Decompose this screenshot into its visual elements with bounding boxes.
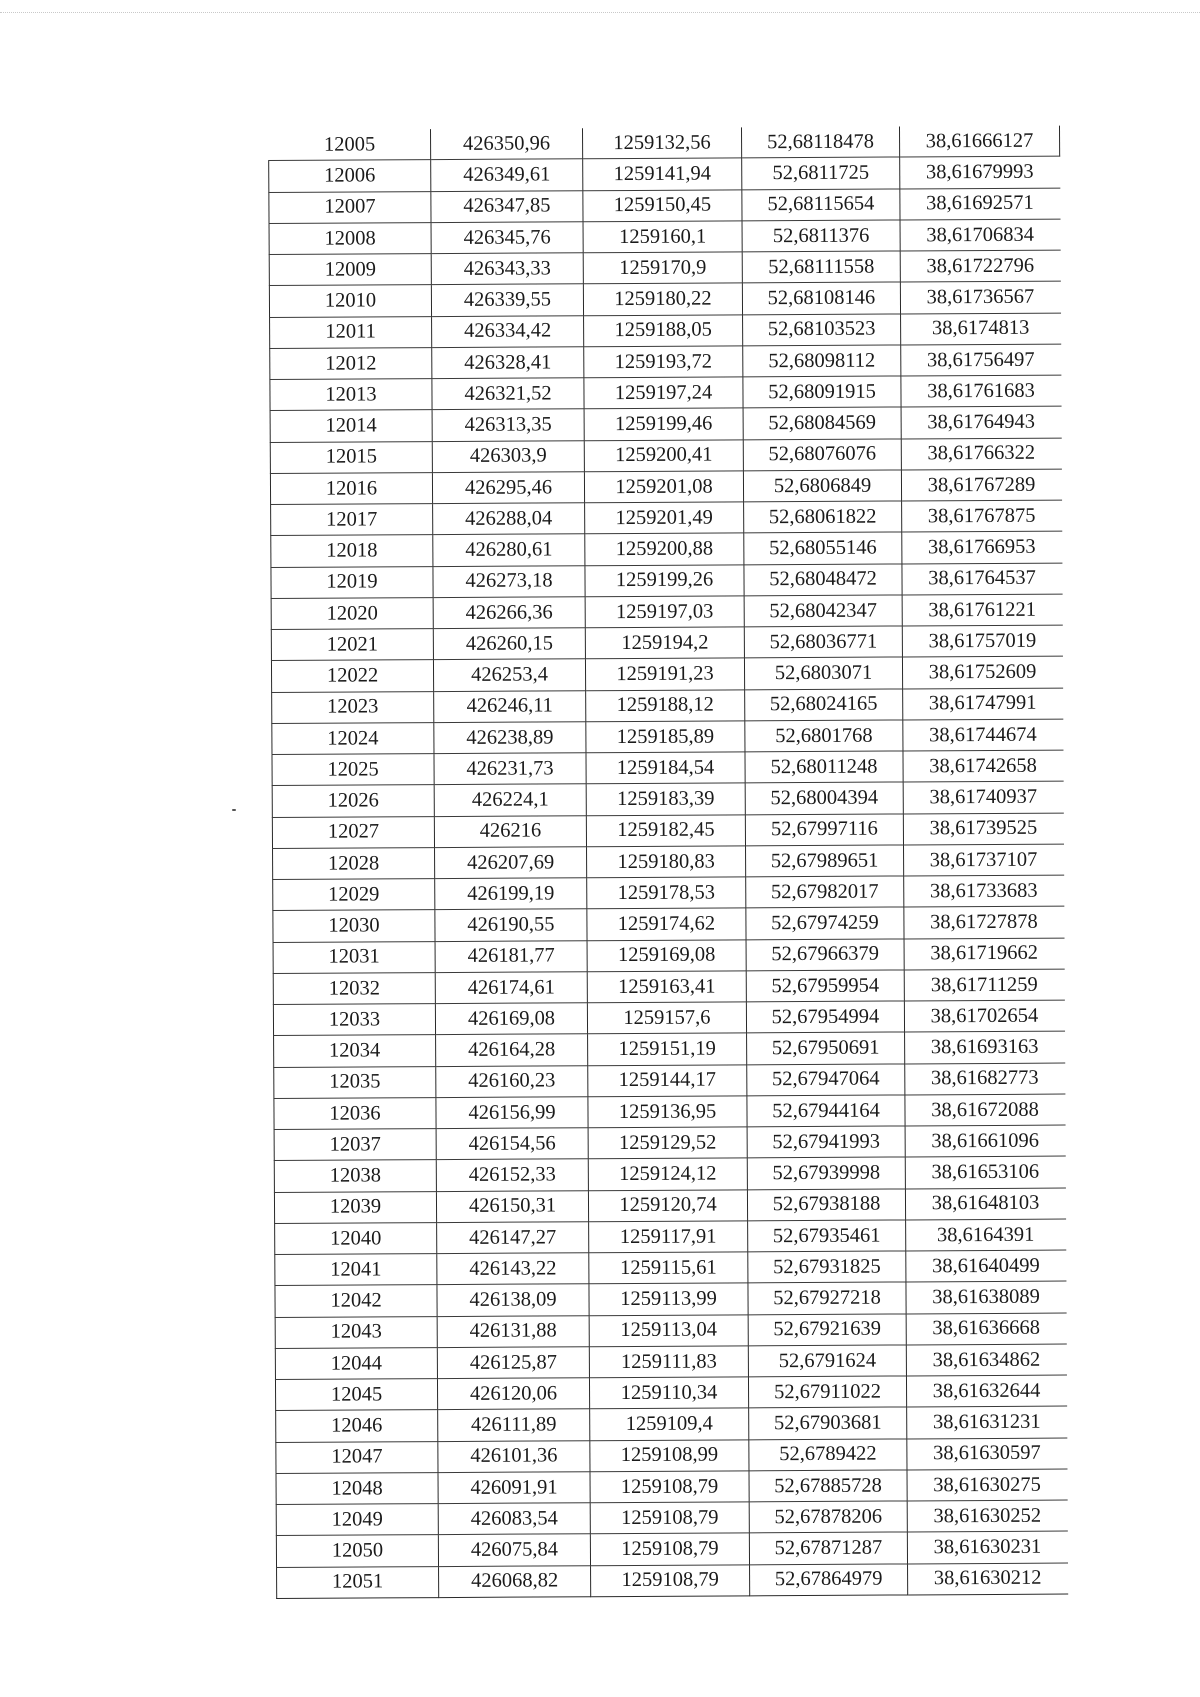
point-number-cell: 12012 bbox=[270, 347, 432, 379]
y-coordinate-cell: 1259117,91 bbox=[589, 1221, 748, 1253]
y-coordinate-cell: 1259170,9 bbox=[583, 252, 742, 284]
x-coordinate-cell: 426083,54 bbox=[438, 1503, 590, 1535]
latitude-cell: 52,68042347 bbox=[744, 595, 902, 627]
x-coordinate-cell: 426313,35 bbox=[432, 409, 584, 441]
point-number-cell: 12021 bbox=[271, 629, 433, 661]
latitude-cell: 52,67954994 bbox=[746, 1001, 904, 1033]
table-row bbox=[275, 1344, 1066, 1380]
latitude-cell: 52,67871287 bbox=[749, 1532, 907, 1564]
x-coordinate-cell: 426190,55 bbox=[435, 909, 587, 941]
table-row bbox=[271, 656, 1062, 692]
table-row bbox=[269, 219, 1060, 255]
longitude-cell: 38,61692571 bbox=[900, 188, 1060, 220]
table-row bbox=[271, 625, 1062, 661]
point-number-cell: 12011 bbox=[270, 316, 432, 348]
table-row bbox=[272, 688, 1063, 724]
x-coordinate-cell: 426303,9 bbox=[432, 440, 584, 472]
point-number-cell: 12031 bbox=[273, 941, 435, 973]
longitude-cell: 38,61736567 bbox=[900, 281, 1060, 313]
longitude-cell: 38,61733683 bbox=[904, 875, 1064, 907]
longitude-cell: 38,6164391 bbox=[906, 1219, 1066, 1251]
y-coordinate-cell: 1259163,41 bbox=[587, 971, 746, 1003]
point-number-cell: 12035 bbox=[274, 1066, 436, 1098]
latitude-cell: 52,67911022 bbox=[748, 1376, 906, 1408]
table-row bbox=[269, 188, 1060, 224]
x-coordinate-cell: 426253,4 bbox=[433, 659, 585, 691]
y-coordinate-cell: 1259199,26 bbox=[585, 564, 744, 596]
latitude-cell: 52,67864979 bbox=[750, 1563, 908, 1595]
longitude-cell: 38,61706834 bbox=[900, 219, 1060, 251]
y-coordinate-cell: 1259200,88 bbox=[585, 533, 744, 565]
y-coordinate-cell: 1259136,95 bbox=[588, 1096, 747, 1128]
longitude-cell: 38,6174813 bbox=[901, 313, 1061, 345]
point-number-cell: 12015 bbox=[270, 441, 432, 473]
point-number-cell: 12007 bbox=[269, 191, 431, 223]
y-coordinate-cell: 1259157,6 bbox=[587, 1002, 746, 1034]
coordinates-table-body bbox=[269, 126, 1068, 1599]
point-number-cell: 12023 bbox=[272, 691, 434, 723]
point-number-cell: 12050 bbox=[276, 1535, 438, 1567]
y-coordinate-cell: 1259199,46 bbox=[584, 408, 743, 440]
point-number-cell: 12005 bbox=[269, 129, 431, 161]
point-number-cell: 12030 bbox=[273, 910, 435, 942]
point-number-cell: 12037 bbox=[274, 1129, 436, 1161]
point-number-cell: 12025 bbox=[272, 754, 434, 786]
table-row bbox=[269, 126, 1060, 161]
longitude-cell: 38,61630212 bbox=[908, 1563, 1068, 1595]
point-number-cell: 12020 bbox=[271, 597, 433, 629]
x-coordinate-cell: 426266,36 bbox=[433, 596, 585, 628]
latitude-cell: 52,67931825 bbox=[748, 1251, 906, 1283]
table-row bbox=[271, 594, 1062, 630]
latitude-cell: 52,67885728 bbox=[749, 1470, 907, 1502]
point-number-cell: 12013 bbox=[270, 379, 432, 411]
y-coordinate-cell: 1259110,34 bbox=[589, 1377, 748, 1409]
y-coordinate-cell: 1259108,79 bbox=[590, 1533, 749, 1565]
y-coordinate-cell: 1259120,74 bbox=[588, 1189, 747, 1221]
table-row bbox=[274, 1125, 1065, 1161]
longitude-cell: 38,61766953 bbox=[902, 531, 1062, 563]
point-number-cell: 12009 bbox=[269, 254, 431, 286]
longitude-cell: 38,61761221 bbox=[902, 594, 1062, 626]
y-coordinate-cell: 1259191,23 bbox=[585, 658, 744, 690]
x-coordinate-cell: 426143,22 bbox=[437, 1253, 589, 1285]
longitude-cell: 38,61653106 bbox=[905, 1156, 1065, 1188]
latitude-cell: 52,68115654 bbox=[742, 188, 900, 220]
y-coordinate-cell: 1259144,17 bbox=[588, 1064, 747, 1096]
longitude-cell: 38,61766322 bbox=[901, 438, 1061, 470]
x-coordinate-cell: 426288,04 bbox=[433, 503, 585, 535]
latitude-cell: 52,6811376 bbox=[742, 220, 900, 252]
y-coordinate-cell: 1259169,08 bbox=[587, 939, 746, 971]
y-coordinate-cell: 1259178,53 bbox=[587, 877, 746, 909]
latitude-cell: 52,67927218 bbox=[748, 1282, 906, 1314]
y-coordinate-cell: 1259193,72 bbox=[584, 346, 743, 378]
table-row bbox=[277, 1563, 1068, 1599]
longitude-cell: 38,61764943 bbox=[901, 406, 1061, 438]
table-row bbox=[270, 344, 1061, 380]
y-coordinate-cell: 1259111,83 bbox=[589, 1346, 748, 1378]
table-row bbox=[270, 313, 1061, 349]
y-coordinate-cell: 1259108,79 bbox=[590, 1502, 749, 1534]
longitude-cell: 38,61756497 bbox=[901, 344, 1061, 376]
latitude-cell: 52,68103523 bbox=[743, 313, 901, 345]
table-row bbox=[273, 1000, 1064, 1036]
longitude-cell: 38,61739525 bbox=[903, 813, 1063, 845]
y-coordinate-cell: 1259108,79 bbox=[591, 1564, 750, 1596]
x-coordinate-cell: 426280,61 bbox=[433, 534, 585, 566]
point-number-cell: 12051 bbox=[277, 1566, 439, 1598]
table-row bbox=[273, 844, 1064, 880]
point-number-cell: 12029 bbox=[273, 879, 435, 911]
y-coordinate-cell: 1259160,1 bbox=[583, 221, 742, 253]
table-row bbox=[276, 1500, 1067, 1536]
x-coordinate-cell: 426075,84 bbox=[438, 1534, 590, 1566]
longitude-cell: 38,61711259 bbox=[904, 969, 1064, 1001]
table-row bbox=[272, 719, 1063, 755]
latitude-cell: 52,68024165 bbox=[745, 688, 903, 720]
latitude-cell: 52,67938188 bbox=[747, 1188, 905, 1220]
latitude-cell: 52,6806849 bbox=[743, 470, 901, 502]
x-coordinate-cell: 426349,61 bbox=[431, 159, 583, 191]
point-number-cell: 12026 bbox=[272, 785, 434, 817]
table-row bbox=[270, 375, 1061, 411]
latitude-cell: 52,6801768 bbox=[745, 720, 903, 752]
longitude-cell: 38,61742658 bbox=[903, 750, 1063, 782]
longitude-cell: 38,61630231 bbox=[907, 1531, 1067, 1563]
y-coordinate-cell: 1259194,2 bbox=[585, 627, 744, 659]
y-coordinate-cell: 1259115,61 bbox=[589, 1252, 748, 1284]
point-number-cell: 12036 bbox=[274, 1097, 436, 1129]
latitude-cell: 52,68118478 bbox=[741, 126, 899, 158]
point-number-cell: 12006 bbox=[269, 160, 431, 192]
x-coordinate-cell: 426152,33 bbox=[436, 1159, 588, 1191]
longitude-cell: 38,61640499 bbox=[906, 1250, 1066, 1282]
point-number-cell: 12047 bbox=[276, 1441, 438, 1473]
y-coordinate-cell: 1259124,12 bbox=[588, 1158, 747, 1190]
y-coordinate-cell: 1259113,99 bbox=[589, 1283, 748, 1315]
latitude-cell: 52,68011248 bbox=[745, 751, 903, 783]
x-coordinate-cell: 426156,99 bbox=[436, 1096, 588, 1128]
latitude-cell: 52,67950691 bbox=[747, 1032, 905, 1064]
table-row bbox=[275, 1250, 1066, 1286]
longitude-cell: 38,61630252 bbox=[907, 1500, 1067, 1532]
table-row bbox=[270, 406, 1061, 442]
table-row bbox=[274, 1031, 1065, 1067]
y-coordinate-cell: 1259108,79 bbox=[590, 1471, 749, 1503]
x-coordinate-cell: 426345,76 bbox=[431, 221, 583, 253]
point-number-cell: 12033 bbox=[273, 1004, 435, 1036]
longitude-cell: 38,61722796 bbox=[900, 250, 1060, 282]
table-row bbox=[269, 156, 1060, 192]
longitude-cell: 38,61636668 bbox=[906, 1313, 1066, 1345]
latitude-cell: 52,67947064 bbox=[747, 1063, 905, 1095]
x-coordinate-cell: 426120,06 bbox=[437, 1378, 589, 1410]
table-row bbox=[275, 1219, 1066, 1255]
x-coordinate-cell: 426154,56 bbox=[436, 1128, 588, 1160]
longitude-cell: 38,61666127 bbox=[899, 126, 1059, 158]
longitude-cell: 38,61648103 bbox=[905, 1188, 1065, 1220]
y-coordinate-cell: 1259132,56 bbox=[582, 127, 741, 159]
latitude-cell: 52,67941993 bbox=[747, 1126, 905, 1158]
longitude-cell: 38,61693163 bbox=[905, 1031, 1065, 1063]
x-coordinate-cell: 426091,91 bbox=[438, 1471, 590, 1503]
latitude-cell: 52,68048472 bbox=[744, 563, 902, 595]
latitude-cell: 52,68111558 bbox=[742, 251, 900, 283]
y-coordinate-cell: 1259200,41 bbox=[584, 439, 743, 471]
point-number-cell: 12017 bbox=[271, 504, 433, 536]
latitude-cell: 52,68076076 bbox=[743, 438, 901, 470]
longitude-cell: 38,61682773 bbox=[905, 1063, 1065, 1095]
x-coordinate-cell: 426350,96 bbox=[430, 128, 582, 160]
latitude-cell: 52,68004394 bbox=[745, 782, 903, 814]
longitude-cell: 38,61661096 bbox=[905, 1125, 1065, 1157]
latitude-cell: 52,68036771 bbox=[744, 626, 902, 658]
point-number-cell: 12039 bbox=[274, 1191, 436, 1223]
longitude-cell: 38,61757019 bbox=[902, 625, 1062, 657]
point-number-cell: 12008 bbox=[269, 222, 431, 254]
table-row bbox=[275, 1313, 1066, 1349]
y-coordinate-cell: 1259201,08 bbox=[584, 471, 743, 503]
longitude-cell: 38,61744674 bbox=[903, 719, 1063, 751]
point-number-cell: 12044 bbox=[275, 1347, 437, 1379]
point-number-cell: 12041 bbox=[275, 1254, 437, 1286]
table-row bbox=[276, 1531, 1067, 1567]
table-row bbox=[270, 438, 1061, 474]
latitude-cell: 52,67935461 bbox=[748, 1220, 906, 1252]
point-number-cell: 12034 bbox=[274, 1035, 436, 1067]
latitude-cell: 52,67974259 bbox=[746, 907, 904, 939]
table-row bbox=[275, 1281, 1066, 1317]
scan-edge-line bbox=[0, 12, 1200, 13]
longitude-cell: 38,61631231 bbox=[907, 1406, 1067, 1438]
x-coordinate-cell: 426131,88 bbox=[437, 1315, 589, 1347]
latitude-cell: 52,67878206 bbox=[749, 1501, 907, 1533]
latitude-cell: 52,67939998 bbox=[747, 1157, 905, 1189]
table-row bbox=[272, 750, 1063, 786]
y-coordinate-cell: 1259180,83 bbox=[587, 846, 746, 878]
latitude-cell: 52,67959954 bbox=[746, 970, 904, 1002]
point-number-cell: 12016 bbox=[270, 472, 432, 504]
point-number-cell: 12010 bbox=[269, 285, 431, 317]
latitude-cell: 52,6803071 bbox=[744, 657, 902, 689]
x-coordinate-cell: 426160,23 bbox=[436, 1065, 588, 1097]
latitude-cell: 52,6791624 bbox=[748, 1345, 906, 1377]
latitude-cell: 52,68084569 bbox=[743, 407, 901, 439]
longitude-cell: 38,61630597 bbox=[907, 1438, 1067, 1470]
table-row bbox=[276, 1469, 1067, 1505]
y-coordinate-cell: 1259180,22 bbox=[583, 283, 742, 315]
y-coordinate-cell: 1259108,99 bbox=[590, 1439, 749, 1471]
latitude-cell: 52,68098112 bbox=[743, 345, 901, 377]
longitude-cell: 38,61761683 bbox=[901, 375, 1061, 407]
x-coordinate-cell: 426273,18 bbox=[433, 565, 585, 597]
latitude-cell: 52,68055146 bbox=[744, 532, 902, 564]
x-coordinate-cell: 426207,69 bbox=[435, 846, 587, 878]
longitude-cell: 38,61740937 bbox=[903, 781, 1063, 813]
longitude-cell: 38,61672088 bbox=[905, 1094, 1065, 1126]
latitude-cell: 52,67966379 bbox=[746, 938, 904, 970]
longitude-cell: 38,61638089 bbox=[906, 1281, 1066, 1313]
x-coordinate-cell: 426216 bbox=[434, 815, 586, 847]
y-coordinate-cell: 1259183,39 bbox=[586, 783, 745, 815]
point-number-cell: 12048 bbox=[276, 1472, 438, 1504]
y-coordinate-cell: 1259188,05 bbox=[584, 314, 743, 346]
point-number-cell: 12018 bbox=[271, 535, 433, 567]
longitude-cell: 38,61632644 bbox=[906, 1375, 1066, 1407]
latitude-cell: 52,68061822 bbox=[744, 501, 902, 533]
x-coordinate-cell: 426101,36 bbox=[438, 1440, 590, 1472]
table-row bbox=[269, 281, 1060, 317]
latitude-cell: 52,67921639 bbox=[748, 1313, 906, 1345]
latitude-cell: 52,68091915 bbox=[743, 376, 901, 408]
latitude-cell: 52,6811725 bbox=[742, 157, 900, 189]
point-number-cell: 12043 bbox=[275, 1316, 437, 1348]
table-row bbox=[271, 531, 1062, 567]
y-coordinate-cell: 1259184,54 bbox=[586, 752, 745, 784]
point-number-cell: 12038 bbox=[274, 1160, 436, 1192]
x-coordinate-cell: 426199,19 bbox=[435, 878, 587, 910]
x-coordinate-cell: 426224,1 bbox=[434, 784, 586, 816]
point-number-cell: 12027 bbox=[272, 816, 434, 848]
x-coordinate-cell: 426174,61 bbox=[435, 971, 587, 1003]
x-coordinate-cell: 426068,82 bbox=[439, 1565, 591, 1597]
table-row bbox=[276, 1438, 1067, 1474]
x-coordinate-cell: 426328,41 bbox=[432, 346, 584, 378]
latitude-cell: 52,67997116 bbox=[745, 813, 903, 845]
y-coordinate-cell: 1259197,24 bbox=[584, 377, 743, 409]
x-coordinate-cell: 426147,27 bbox=[437, 1221, 589, 1253]
table-row bbox=[274, 1063, 1065, 1099]
x-coordinate-cell: 426260,15 bbox=[433, 628, 585, 660]
coordinates-table bbox=[268, 126, 1068, 1599]
table-row bbox=[272, 781, 1063, 817]
longitude-cell: 38,61679993 bbox=[900, 156, 1060, 188]
y-coordinate-cell: 1259197,03 bbox=[585, 596, 744, 628]
latitude-cell: 52,67903681 bbox=[749, 1407, 907, 1439]
table-row bbox=[275, 1375, 1066, 1411]
point-number-cell: 12049 bbox=[276, 1504, 438, 1536]
longitude-cell: 38,61767289 bbox=[901, 469, 1061, 501]
table-row bbox=[273, 938, 1064, 974]
x-coordinate-cell: 426125,87 bbox=[437, 1346, 589, 1378]
x-coordinate-cell: 426169,08 bbox=[435, 1003, 587, 1035]
table-row bbox=[272, 813, 1063, 849]
x-coordinate-cell: 426334,42 bbox=[432, 315, 584, 347]
longitude-cell: 38,61634862 bbox=[906, 1344, 1066, 1376]
longitude-cell: 38,61752609 bbox=[902, 656, 1062, 688]
x-coordinate-cell: 426343,33 bbox=[431, 253, 583, 285]
x-coordinate-cell: 426347,85 bbox=[431, 190, 583, 222]
x-coordinate-cell: 426238,89 bbox=[434, 721, 586, 753]
point-number-cell: 12014 bbox=[270, 410, 432, 442]
y-coordinate-cell: 1259188,12 bbox=[586, 689, 745, 721]
table-row bbox=[276, 1406, 1067, 1442]
x-coordinate-cell: 426164,28 bbox=[436, 1034, 588, 1066]
latitude-cell: 52,67989651 bbox=[746, 845, 904, 877]
latitude-cell: 52,6789422 bbox=[749, 1438, 907, 1470]
table-row bbox=[271, 500, 1062, 536]
point-number-cell: 12040 bbox=[275, 1222, 437, 1254]
y-coordinate-cell: 1259113,04 bbox=[589, 1314, 748, 1346]
x-coordinate-cell: 426246,11 bbox=[434, 690, 586, 722]
longitude-cell: 38,61737107 bbox=[904, 844, 1064, 876]
table-row bbox=[273, 969, 1064, 1005]
longitude-cell: 38,61764537 bbox=[902, 563, 1062, 595]
point-number-cell: 12042 bbox=[275, 1285, 437, 1317]
x-coordinate-cell: 426295,46 bbox=[432, 471, 584, 503]
latitude-cell: 52,67982017 bbox=[746, 876, 904, 908]
longitude-cell: 38,61702654 bbox=[904, 1000, 1064, 1032]
y-coordinate-cell: 1259182,45 bbox=[586, 814, 745, 846]
table-row bbox=[271, 563, 1062, 599]
point-number-cell: 12028 bbox=[273, 847, 435, 879]
x-coordinate-cell: 426138,09 bbox=[437, 1284, 589, 1316]
y-coordinate-cell: 1259141,94 bbox=[583, 158, 742, 190]
point-number-cell: 12019 bbox=[271, 566, 433, 598]
point-number-cell: 12045 bbox=[275, 1379, 437, 1411]
y-coordinate-cell: 1259129,52 bbox=[588, 1127, 747, 1159]
x-coordinate-cell: 426181,77 bbox=[435, 940, 587, 972]
table-row bbox=[274, 1156, 1065, 1192]
table-row bbox=[274, 1188, 1065, 1224]
latitude-cell: 52,67944164 bbox=[747, 1095, 905, 1127]
y-coordinate-cell: 1259174,62 bbox=[587, 908, 746, 940]
longitude-cell: 38,61719662 bbox=[904, 938, 1064, 970]
table-row bbox=[273, 875, 1064, 911]
x-coordinate-cell: 426339,55 bbox=[431, 284, 583, 316]
y-coordinate-cell: 1259150,45 bbox=[583, 189, 742, 221]
longitude-cell: 38,61767875 bbox=[902, 500, 1062, 532]
point-number-cell: 12032 bbox=[273, 972, 435, 1004]
y-coordinate-cell: 1259151,19 bbox=[588, 1033, 747, 1065]
y-coordinate-cell: 1259185,89 bbox=[586, 721, 745, 753]
latitude-cell: 52,68108146 bbox=[742, 282, 900, 314]
point-number-cell: 12022 bbox=[271, 660, 433, 692]
scan-speck bbox=[232, 809, 236, 811]
x-coordinate-cell: 426111,89 bbox=[438, 1409, 590, 1441]
table-row bbox=[274, 1094, 1065, 1130]
table-row bbox=[270, 469, 1061, 505]
longitude-cell: 38,61630275 bbox=[907, 1469, 1067, 1501]
point-number-cell: 12046 bbox=[276, 1410, 438, 1442]
point-number-cell: 12024 bbox=[272, 722, 434, 754]
table-row bbox=[269, 250, 1060, 286]
x-coordinate-cell: 426321,52 bbox=[432, 378, 584, 410]
table-row bbox=[273, 906, 1064, 942]
x-coordinate-cell: 426150,31 bbox=[436, 1190, 588, 1222]
longitude-cell: 38,61727878 bbox=[904, 906, 1064, 938]
x-coordinate-cell: 426231,73 bbox=[434, 753, 586, 785]
y-coordinate-cell: 1259201,49 bbox=[585, 502, 744, 534]
y-coordinate-cell: 1259109,4 bbox=[590, 1408, 749, 1440]
longitude-cell: 38,61747991 bbox=[903, 688, 1063, 720]
